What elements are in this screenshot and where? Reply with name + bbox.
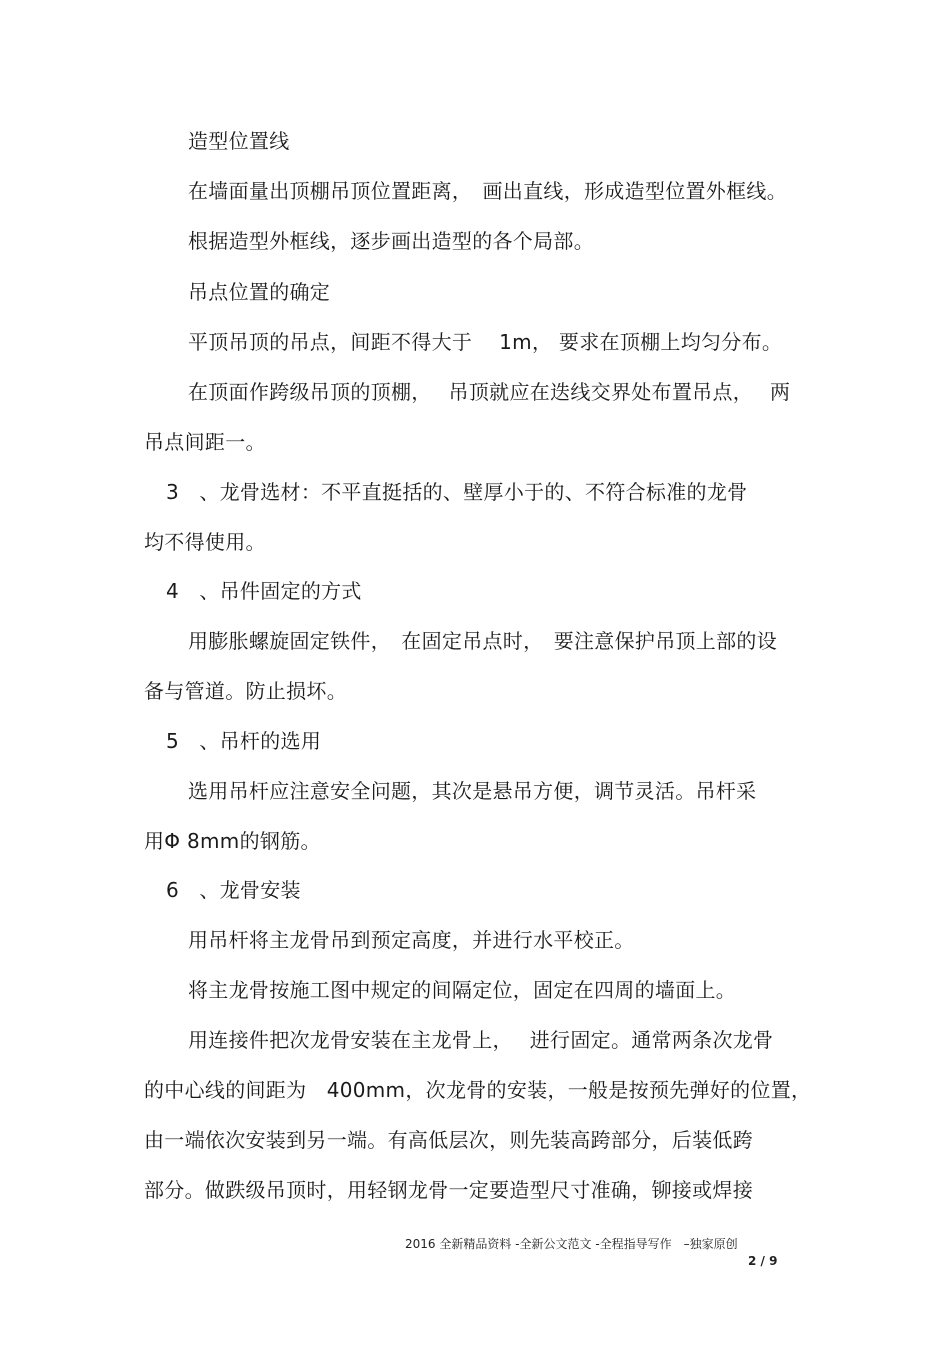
text-line: 备与管道。防止损坏。 bbox=[144, 679, 347, 703]
text-line: 用膨胀螺旋固定铁件， 在固定吊点时， 要注意保护吊顶上部的设 bbox=[188, 629, 777, 653]
text-line: 用Φ 8mm的钢筋。 bbox=[144, 829, 321, 853]
text-line: 在顶面作跨级吊顶的顶棚， 吊顶就应在迭线交界处布置吊点， 两 bbox=[188, 380, 791, 404]
text-line: 在墙面量出顶棚吊顶位置距离， 画出直线，形成造型位置外框线。 bbox=[188, 179, 787, 203]
footer-text: 2016 全新精品资料 -全新公文范文 -全程指导写作 –独家原创 bbox=[405, 1237, 738, 1251]
text-line: 由一端依次安装到另一端。有高低层次，则先装高跨部分，后装低跨 bbox=[144, 1128, 753, 1152]
text-line: 选用吊杆应注意安全问题，其次是悬吊方便，调节灵活。吊杆采 bbox=[188, 779, 757, 803]
text-line: 根据造型外框线，逐步画出造型的各个局部。 bbox=[188, 229, 594, 253]
text-line: 3 、龙骨选材：不平直挺括的、壁厚小于的、不符合标准的龙骨 bbox=[166, 480, 748, 504]
text-line: 平顶吊顶的吊点，间距不得大于 1m， 要求在顶棚上均匀分布。 bbox=[188, 330, 783, 354]
text-line: 部分。做跌级吊顶时，用轻钢龙骨一定要造型尺寸准确，铆接或焊接 bbox=[144, 1178, 753, 1202]
text-line: 造型位置线 bbox=[188, 129, 290, 153]
text-line: 4 、吊件固定的方式 bbox=[166, 579, 362, 603]
text-line: 吊点间距一。 bbox=[144, 430, 266, 454]
text-line: 吊点位置的确定 bbox=[188, 280, 331, 304]
text-line: 5 、吊杆的选用 bbox=[166, 729, 322, 753]
text-line: 将主龙骨按施工图中规定的间隔定位，固定在四周的墙面上。 bbox=[188, 978, 737, 1002]
text-line: 均不得使用。 bbox=[144, 530, 266, 554]
text-line: 用吊杆将主龙骨吊到预定高度，并进行水平校正。 bbox=[188, 928, 635, 952]
text-line: 用连接件把次龙骨安装在主龙骨上， 进行固定。通常两条次龙骨 bbox=[188, 1028, 774, 1052]
page-number: 2 / 9 bbox=[748, 1254, 778, 1268]
text-line: 的中心线的间距为 400mm，次龙骨的安装，一般是按预先弹好的位置， bbox=[144, 1078, 812, 1102]
text-line: 6 、龙骨安装 bbox=[166, 878, 301, 902]
